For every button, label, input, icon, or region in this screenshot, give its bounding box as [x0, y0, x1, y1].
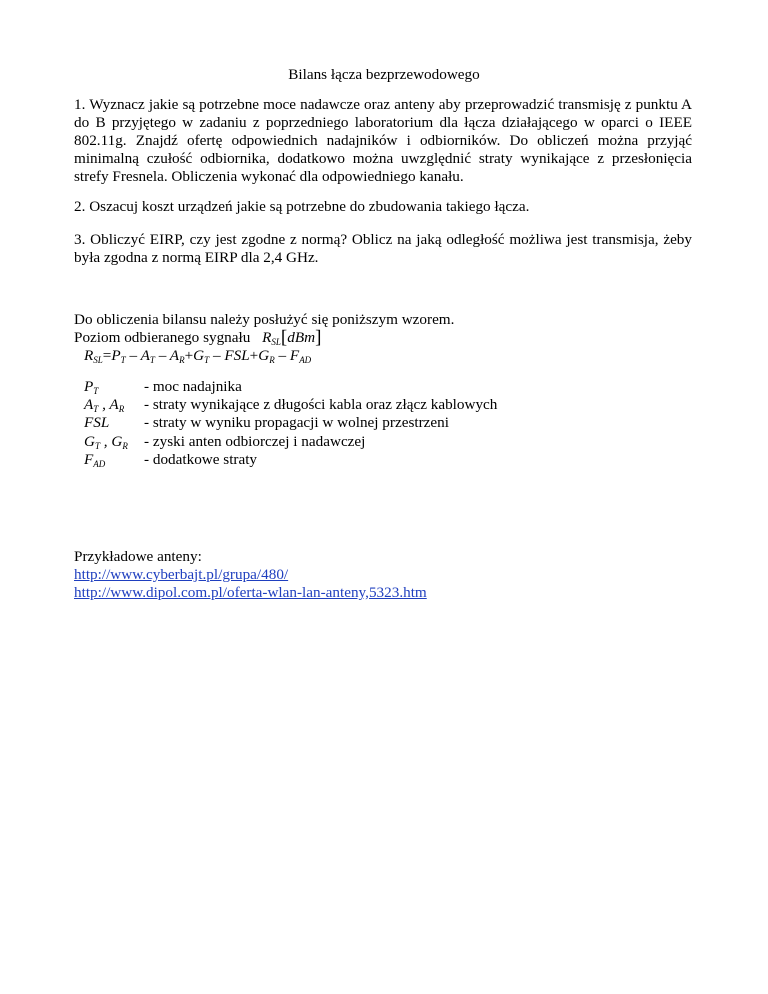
definition-text: - straty w wyniku propagacji w wolnej przestrzeni — [144, 414, 449, 432]
signal-level-line: Poziom odbieranego sygnału $R_{SL}[dBm]$ — [74, 327, 322, 348]
task-3: 3. Obliczyć EIRP, czy jest zgodne z normą? Oblicz na jaką odległość możliwa jest transmisja, żeby była zgodna z normą EIRP dla 2,4 GHz. — [74, 231, 692, 266]
definition-text: - moc nadajnika — [144, 378, 242, 395]
symbol-at-ar: $A_T$ , $A_R$ — [84, 396, 125, 415]
definition-text: - dodatkowe straty — [144, 450, 258, 468]
task-2: 2. Oszacuj koszt urządzeń jakie są potrzebne do zbudowania takiego łącza. — [74, 198, 530, 215]
task-1: 1. Wyznacz jakie są potrzebne moce nadawcze oraz anteny aby przeprowadzić transmisję z punktu A do B przyjętego w zadaniu z poprzedniego laboratorium dla łącza działającego w oparci o IEEE 802.11g. Znajdź ofertę odpowiednich nadajników i odbiorników. Do obliczeń można przyjąć minimalną czułość odbiornika, dodatkowo można uwzględnić straty wynikające z przesłonięcia strefy Fresnela. Obliczenia wykonać dla odpowiedniego kanału. — [74, 96, 692, 185]
document-title: Bilans łącza bezprzewodowego — [288, 66, 480, 83]
symbol-fsl: FSL — [84, 414, 110, 432]
antenna-link-cyberbajt[interactable]: http://www.cyberbajt.pl/grupa/480/ — [74, 566, 289, 583]
symbol-gt-gr: $G_T$ , $G_R$ — [84, 432, 128, 451]
antennas-label: Przykładowe anteny: — [74, 548, 202, 565]
signal-level-label: Poziom odbieranego sygnału — [74, 329, 251, 346]
formula-intro: Do obliczenia bilansu należy posłużyć się poniższym wzorem. — [74, 311, 455, 328]
signal-unit: dBm — [287, 329, 316, 346]
symbol-fad: $F_{AD}$ — [84, 450, 106, 469]
definition-text: - straty wynikające z długości kabla oraz złącz kablowych — [144, 396, 498, 414]
antenna-link-dipol[interactable]: http://www.dipol.com.pl/oferta-wlan-lan-anteny,5323.htm — [74, 584, 427, 601]
rsl-formula: $R_{SL}=P_T - A_T - A_R+G_T - FSL+G_R - F_{AD}$ — [84, 347, 312, 365]
rsl-symbol: $R_{SL}$ — [262, 329, 281, 347]
definition-text: - zyski anten odbiorczej i nadawczej — [144, 432, 366, 450]
symbol-pt: $P_T$ — [84, 378, 99, 396]
